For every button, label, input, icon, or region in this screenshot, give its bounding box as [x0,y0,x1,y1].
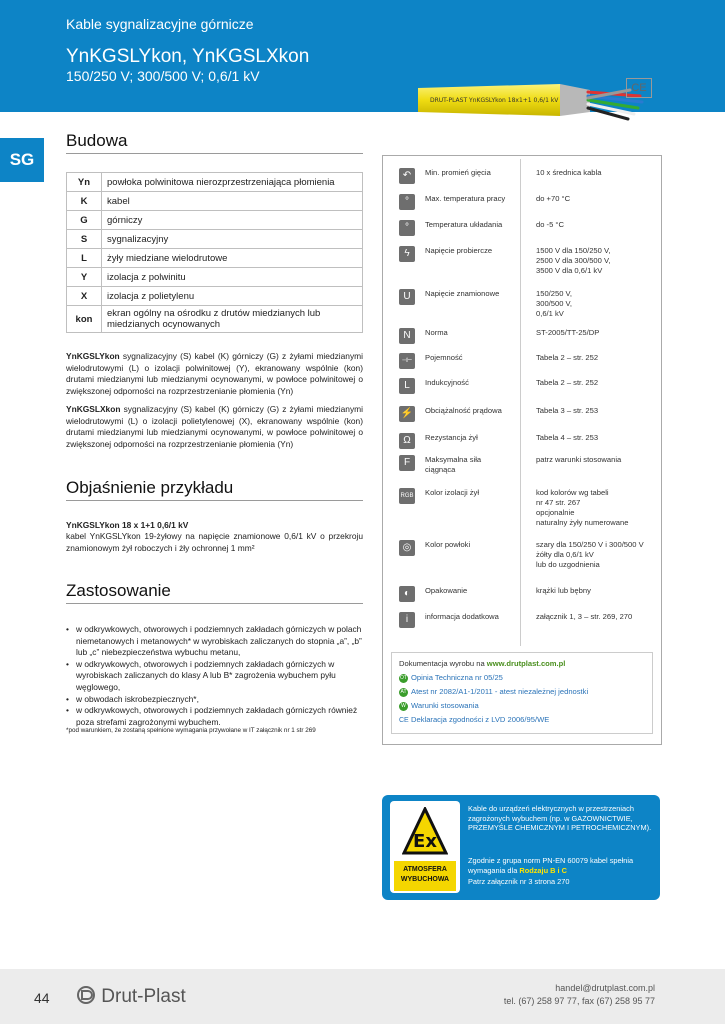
laying-temperature-icon: ° [399,220,415,236]
documentation-item-label: Opinia Techniczna nr 05/25 [411,673,503,682]
sheath-color-icon: ◎ [399,540,415,556]
usage-item: • w odkrywkowych, otworowych i podziemnych zakładach górniczych w wyrobiskach zaliczanych do klasy A lub B* zagrożenia wybuchem pyłu węglowego, [66,659,366,694]
example-heading: Objaśnienie przykładu [66,478,234,497]
heading-rule [66,153,363,154]
resistance-icon: Ω [399,433,415,449]
designation-row [67,268,363,287]
capacitance-icon: ⊣⊢ [399,353,415,369]
param-value: do -5 °C [536,220,564,229]
example-code: YnKGSLYkon 18 x 1+1 0,6/1 kV [66,520,189,530]
param-value: Tabela 2 – str. 252 [536,378,599,387]
documentation-item-label: Atest nr 2082/A1-1/2011 - atest niezależnej jednostki [411,687,589,696]
param-label: Rezystancja żył [425,433,478,442]
product-title: YnKGSLYkon, YnKGSLXkon [66,46,310,67]
designation-row [67,173,363,192]
designation-row [67,306,363,333]
param-label: Obciążalność prądowa [425,406,502,415]
svg-text:Ex: Ex [413,831,437,852]
product-voltage: 150/250 V; 300/500 V; 0,6/1 kV [66,68,260,84]
document-badge-icon: W [399,702,408,711]
documentation-item[interactable] [399,715,549,725]
column-divider [520,159,521,646]
param-value: szary dla 150/250 V i 300/500 V żółty dla 0,6/1 kV lub do uzgodnienia [536,540,644,569]
budowa-heading: Budowa [66,131,128,150]
tensile-force-icon: F [399,455,415,471]
param-value: do +70 °C [536,194,571,203]
param-label: Min. promień gięcia [425,168,491,177]
test-voltage-icon: ϟ [399,246,415,262]
atex-text-2: Zgodnie z grupa norm PN-EN 60079 kabel spełnia wymagania dla Rodzaju B i C [468,856,634,875]
param-label: Norma [425,328,448,337]
document-badge-icon: CE [399,716,409,724]
documentation-item[interactable] [399,673,503,683]
current-load-icon: ⚡ [399,406,415,422]
heading-rule [66,603,363,604]
ce-mark: CE [626,78,652,98]
designation-code: K [67,192,102,211]
param-value: Tabela 2 – str. 252 [536,353,599,362]
param-value: 10 x średnica kabla [536,168,602,177]
param-value: Tabela 4 – str. 253 [536,433,599,442]
param-value: krążki lub bębny [536,586,591,595]
designation-row [67,211,363,230]
param-label: Indukcyjność [425,378,469,387]
designation-row [67,249,363,268]
designation-table [66,172,363,333]
designation-meaning: żyły miedziane wielodrutowe [102,249,363,268]
bend-radius-icon: ↶ [399,168,415,184]
example-text: kabel YnKGSLYkon 19-żyłowy na napięcie znamionowe 0,6/1 kV o przekroju znamionowym żył roboczych i żły ochronnej 1 mm² [66,531,363,553]
insulation-color-icon: RGB [399,488,415,504]
cable-image [390,72,658,152]
section-title: Kable sygnalizacyjne górnicze [66,16,254,32]
rated-voltage-icon: U [399,289,415,305]
param-label: Kolor powłoki [425,540,471,549]
param-value: Tabela 3 – str. 253 [536,406,599,415]
param-value: 1500 V dla 150/250 V, 2500 V dla 300/500 V, 3500 V dla 0,6/1 kV [536,246,611,275]
svg-text:DRUT-PLAST YnKGSLYkon 18x1+1 0: DRUT-PLAST YnKGSLYkon 18x1+1 0,6/1 kV [430,97,559,104]
param-value: ST-2005/TT-25/DP [536,328,600,337]
designation-meaning: powłoka polwinitowa nierozprzestrzeniająca płomienia [102,173,363,192]
usage-item: • w odkrywkowych, otworowych i podziemnych zakładach górniczych w polach niemetanowych i metanowych* w wyrobiskach zaliczanych do stopnia „a”, „b” lub „c” niebezpieczeństwa wybuchu metanu, [66,624,366,659]
param-label: Opakowanie [425,586,468,595]
designation-meaning: kabel [102,192,363,211]
designation-code: Yn [67,173,102,192]
documentation-box [391,652,653,734]
drutplast-logo-icon [76,985,96,1005]
document-badge-icon: OT [400,674,407,681]
designation-meaning: izolacja z polwinitu [102,268,363,287]
designation-row [67,230,363,249]
param-label: Maksymalna siła ciągnąca [425,455,482,474]
documentation-item-label: Deklaracja zgodności z LVD 2006/95/WE [411,715,550,724]
document-badge-icon: AT [400,688,407,695]
page-number: 44 [34,990,50,1006]
side-tab-sg: SG [0,138,44,182]
atex-text-3: Patrz załącznik nr 3 strona 270 [468,877,570,886]
documentation-link[interactable]: www.drutplast.com.pl [486,659,566,668]
param-label: Pojemność [425,353,463,362]
ex-warning-icon [402,807,448,857]
description-ynkgslxkon: YnKGSLXkon sygnalizacyjny (S) kabel (K) górniczy (G) z żyłami miedzianymi wielodrutowymi (L) o izolacji polietylenowej (X), ekranowany wspólnie (kon) drutami miedzianymi lub miedzianymi ocynowanymi, w powłoce polwinitowej o zwiększonej odporności na rozprzestrzenianie płomienia (Yn) [66,404,363,449]
usage-heading: Zastosowanie [66,581,171,600]
max-temperature-icon: ° [399,194,415,210]
param-value: załącznik 1, 3 – str. 269, 270 [536,612,633,621]
param-label: Temperatura układania [425,220,503,229]
packaging-icon: ◐ [399,586,415,602]
param-label: informacja dodatkowa [425,612,499,621]
designation-code: X [67,287,102,306]
param-label: Napięcie probiercze [425,246,493,255]
usage-list [66,624,366,728]
inductance-icon: L [399,378,415,394]
designation-code: S [67,230,102,249]
atex-text-1: Kable do urządzeń elektrycznych w przestrzeniach zagrożonych wybuchem (np. w GAZOWNICTWIE, PRZEMYŚLE CHEMICZNYM I PETROCHEMICZNYM). [468,804,652,833]
documentation-item[interactable] [399,701,479,711]
atex-box [382,795,660,900]
param-value: patrz warunki stosowania [536,455,622,464]
param-value: 150/250 V, 300/500 V, 0,6/1 kV [536,289,573,318]
designation-meaning: górniczy [102,211,363,230]
designation-meaning: izolacja z polietylenu [102,287,363,306]
usage-item: • w obwodach iskrobezpiecznych*, [66,694,366,706]
designation-row [67,192,363,211]
description-ynkgslykon: YnKGSLYkon sygnalizacyjny (S) kabel (K) górniczy (G) z żyłami miedzianymi wielodrutowymi (L) o izolacji polwinitowej (Y), ekranowany wspólnie (kon) drutami miedzianymi lub miedzianymi ocynowanymi, w powłoce polwinitowej o zwiększonej odporności na rozprzestrzenianie płomienia (Yn) [66,351,363,396]
drutplast-logo: Drut-Plast [76,985,186,1008]
designation-code: L [67,249,102,268]
designation-meaning: ekran ogólny na ośrodku z drutów miedzianych lub miedzianych ocynowanych [102,306,363,333]
documentation-item-label: Warunki stosowania [411,701,479,710]
footer-phone: tel. (67) 258 97 77, fax (67) 258 95 77 [503,996,655,1006]
designation-code: kon [67,306,102,333]
param-label: Kolor izolacji żył [425,488,480,497]
param-label: Max. temperatura pracy [425,194,506,203]
norm-icon: N [399,328,415,344]
designation-row [67,287,363,306]
parameters-panel [382,155,662,745]
page-footer [0,969,725,1024]
footer-email[interactable]: handel@drutplast.com.pl [555,983,655,993]
documentation-item[interactable] [399,687,588,697]
atmosfera-label: ATMOSFERA WYBUCHOWA [394,861,456,891]
usage-item: • w odkrywkowych, otworowych i podziemnych zakładach górniczych również poza strefami zagrożonymi wybuchem. [66,705,366,728]
atex-symbol [390,801,460,893]
param-label: Napięcie znamionowe [425,289,500,298]
designation-meaning: sygnalizacyjny [102,230,363,249]
documentation-intro: Dokumentacja wyrobu na www.drutplast.com.pl [399,659,566,668]
info-icon: i [399,612,415,628]
designation-code: G [67,211,102,230]
usage-footnote: *pod warunkiem, że zostaną spełnione wymagania przywołane w IT załącznik nr 1 str 269 [66,727,316,734]
heading-rule [66,500,363,501]
param-value: kod kolorów wg tabeli nr 47 str. 267 opcjonalnie naturalny żyły numerowane [536,488,629,527]
designation-code: Y [67,268,102,287]
